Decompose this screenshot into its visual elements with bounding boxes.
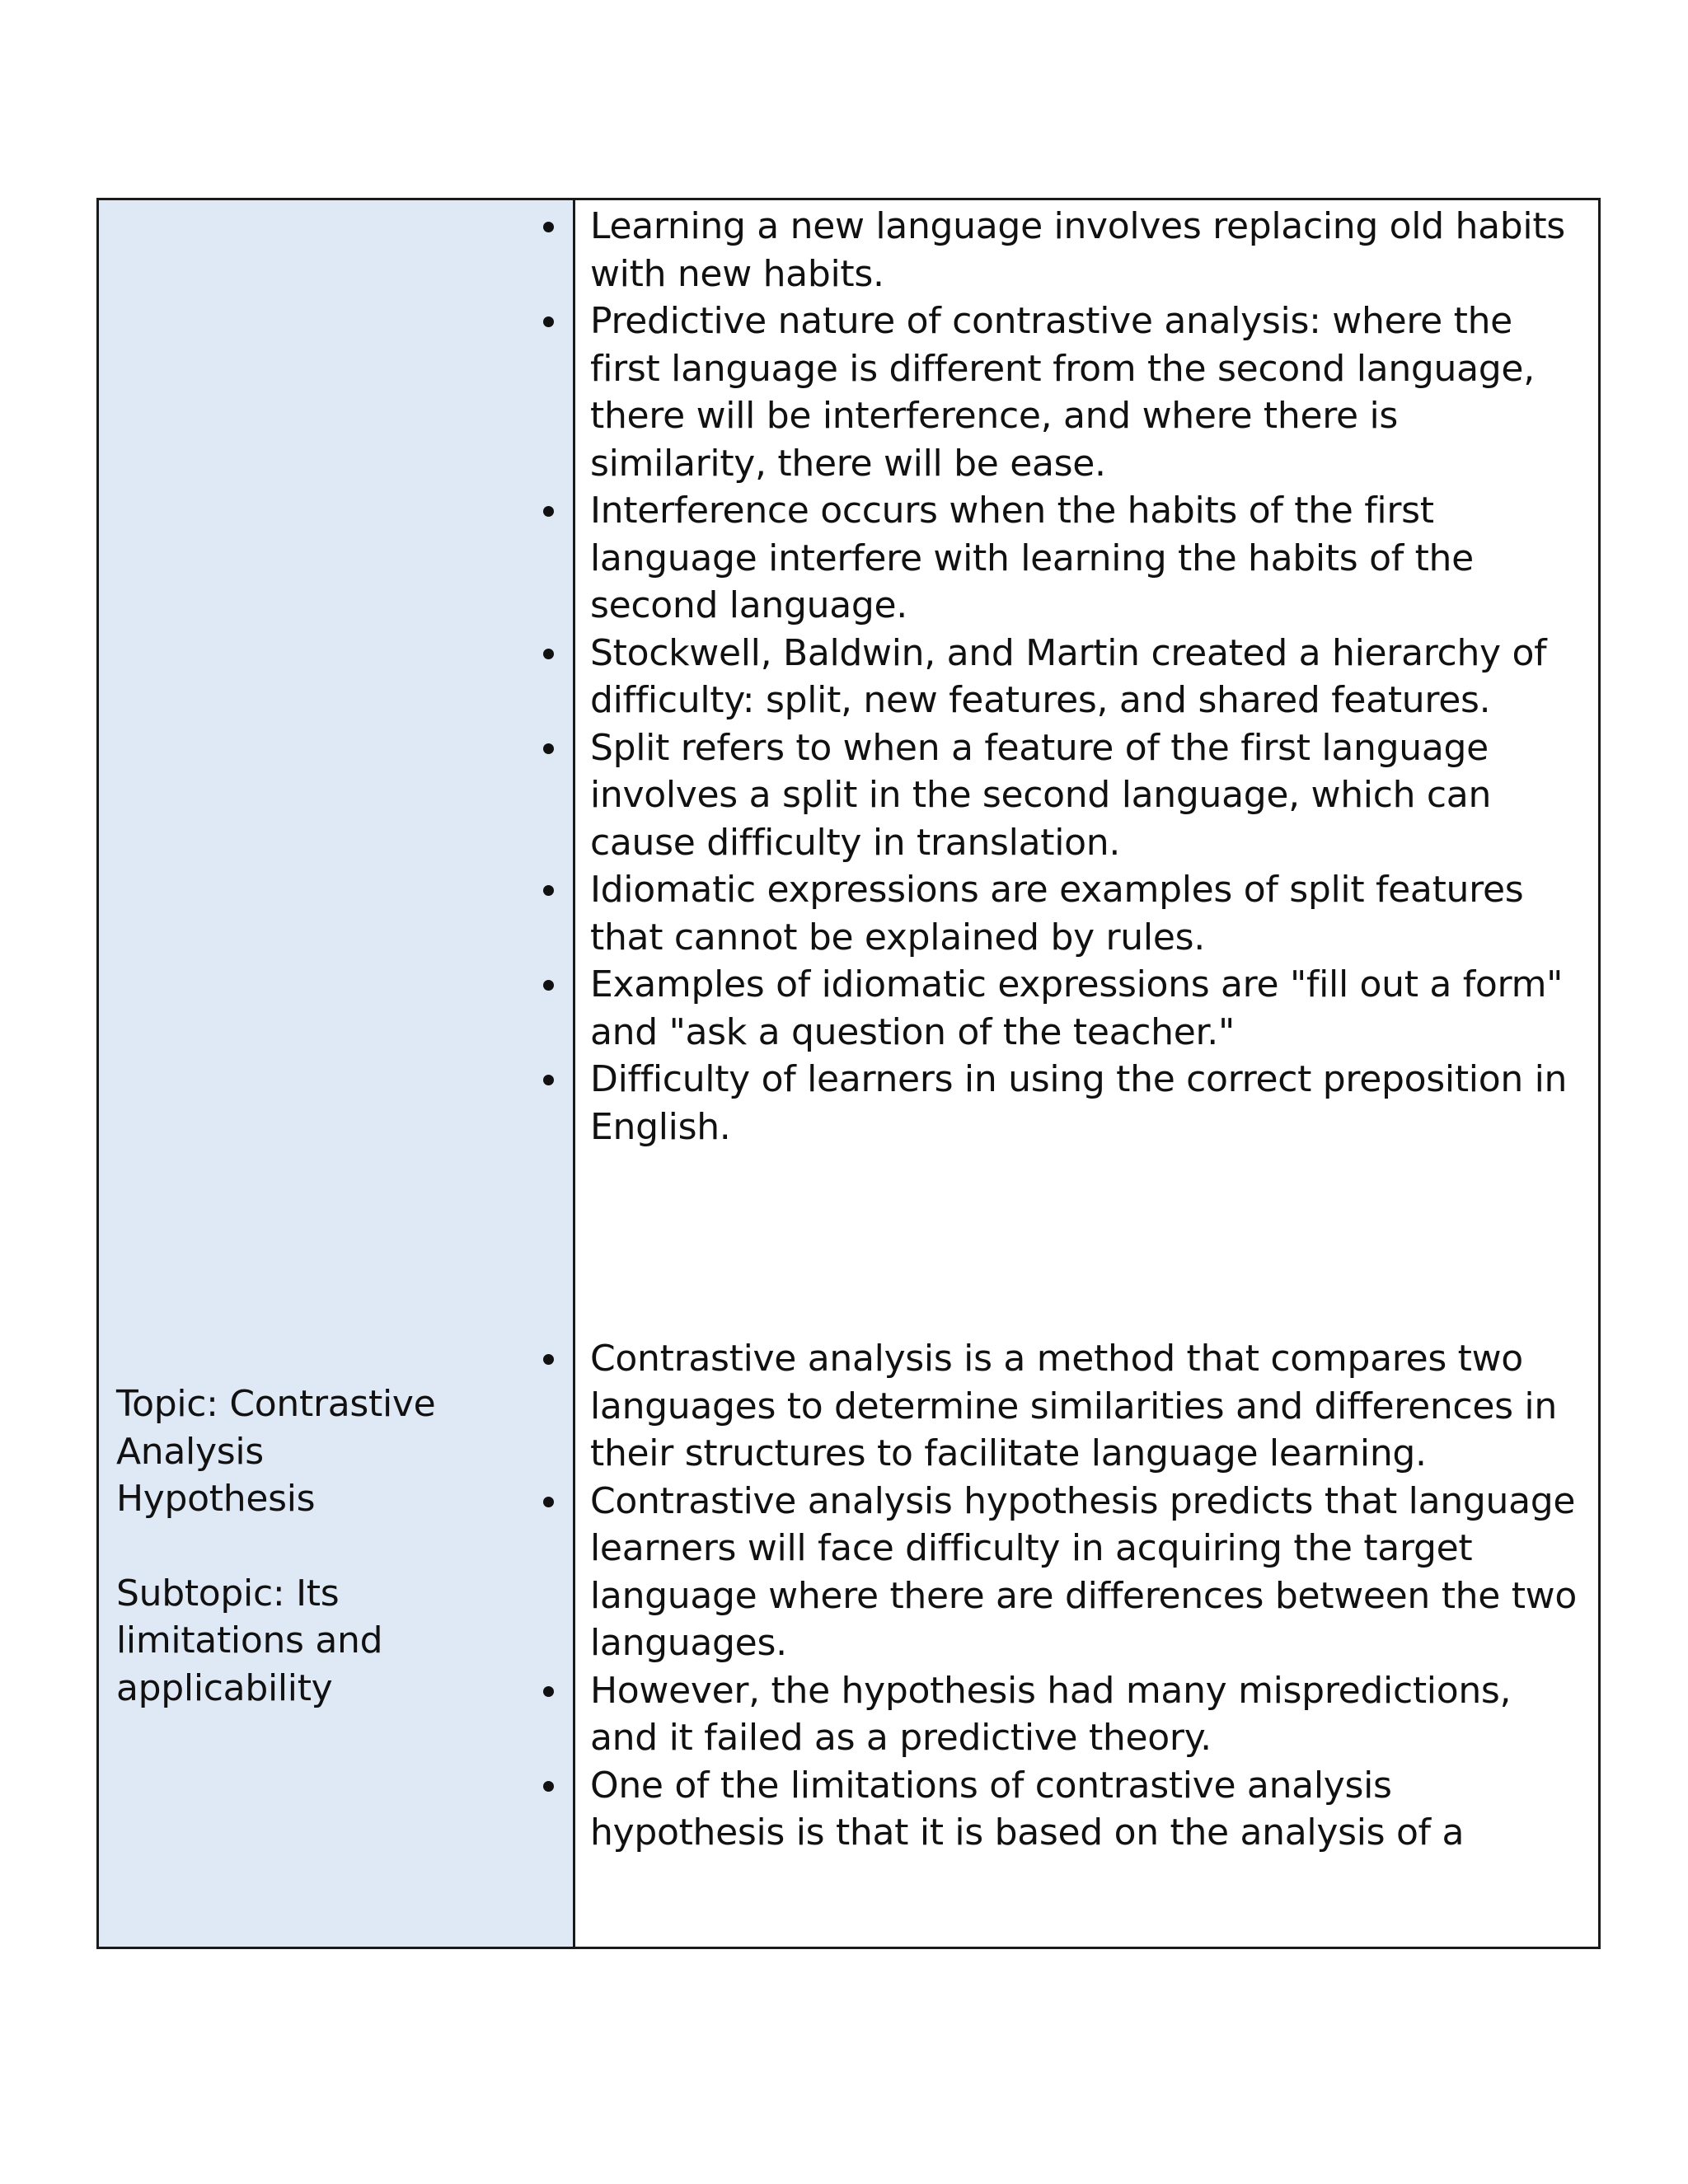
notes-list-bottom	[590, 1335, 1579, 1857]
topic-list	[116, 1380, 471, 1759]
note-item: Idiomatic expressions are examples of split features that cannot be explained by rules.	[590, 866, 1579, 961]
note-item: Interference occurs when the habits of the first language interfere with learning the habits of the second language.	[590, 487, 1579, 630]
note-item: However, the hypothesis had many mispredictions, and it failed as a predictive theory.	[590, 1667, 1579, 1762]
subtopic-item: Subtopic: Its limitations and applicability	[116, 1570, 471, 1713]
note-item: Predictive nature of contrastive analysis: where the first language is different from the second language, there will be interference, and where there is similarity, there will be ease.	[590, 298, 1579, 487]
note-item: One of the limitations of contrastive analysis hypothesis is that it is based on the analysis of a	[590, 1762, 1579, 1857]
topic-item: Topic: Contrastive Analysis Hypothesis	[116, 1380, 471, 1523]
note-item: Learning a new language involves replacing old habits with new habits.	[590, 203, 1579, 298]
note-item: Split refers to when a feature of the first language involves a split in the second language, which can cause difficulty in translation.	[590, 724, 1579, 867]
note-item: Difficulty of learners in using the correct preposition in English.	[590, 1056, 1579, 1151]
note-item: Contrastive analysis hypothesis predicts that language learners will face difficulty in acquiring the target language where there are differences between the two languages.	[590, 1478, 1579, 1667]
note-item: Examples of idiomatic expressions are "fill out a form" and "ask a question of the teacher."	[590, 961, 1579, 1056]
notes-list-top	[590, 203, 1579, 1151]
table-content-area	[99, 200, 1598, 1947]
note-item: Stockwell, Baldwin, and Martin created a hierarchy of difficulty: split, new features, and shared features.	[590, 630, 1579, 724]
note-item: Contrastive analysis is a method that compares two languages to determine similarities and differences in their structures to facilitate language learning.	[590, 1335, 1579, 1478]
